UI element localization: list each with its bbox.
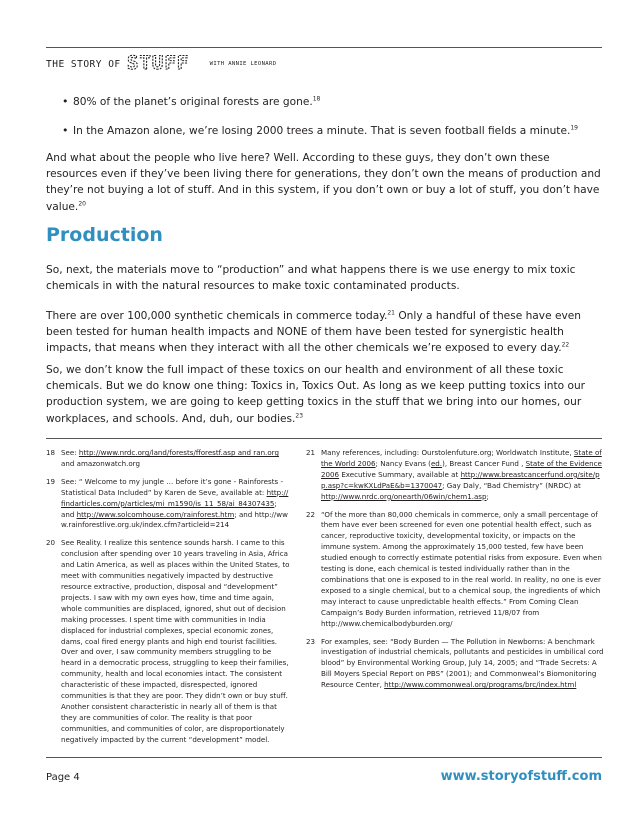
- top-rule: [46, 47, 602, 48]
- footnote-text: ; and: [61, 498, 277, 519]
- footnote-link[interactable]: http://www.nrdc.org/land/forests/fforestf.asp and ran.org: [78, 448, 279, 457]
- footnote-title: State of the Evidence 2006: [321, 458, 602, 479]
- paragraph-text: So, we don’t know the full impact of these toxics on our health and environment of all these toxic chemicals. But we do know one thing: Toxics in, Toxics Out. As long as we keep putting toxics into our production system, we are going to keep getting toxics in the stuff that we bring into our homes, our workplaces, and schools. And, duh, our bodies.: [46, 364, 586, 425]
- footnote-19: [46, 477, 290, 532]
- footnote-number: 21: [306, 448, 316, 457]
- list-item: [62, 123, 578, 139]
- footnote-ref: 20: [78, 200, 86, 208]
- header-prefix: THE STORY OF: [46, 58, 121, 70]
- footnote-21: [306, 448, 604, 503]
- footnote-text: ; Gay Daly, “Bad Chemistry” (NRDC) at: [442, 480, 581, 490]
- footnote-text: ; Nancy Evans (: [375, 458, 431, 468]
- footnote-link[interactable]: http://findarticles.com/p/articles/mi_m1590/is_11_58/ai_84307435: [61, 487, 289, 508]
- stuff-logo: [126, 51, 204, 77]
- footnote-text: and amazonwatch.org: [61, 458, 140, 468]
- footnote-number: 18: [46, 448, 56, 457]
- footnote-ref: 23: [295, 412, 304, 420]
- paragraph-text: There are over 100,000 synthetic chemicals in commerce today.: [46, 310, 388, 322]
- section-heading: Production: [46, 224, 163, 246]
- footnote-number: 23: [306, 636, 316, 646]
- footnotes-rule: [46, 438, 602, 439]
- footnote-text: See:: [61, 448, 79, 457]
- paragraph-production-3: [46, 362, 604, 427]
- footnote-text: Executive Summary, available at: [339, 469, 461, 479]
- footnotes-right-column: [306, 448, 604, 698]
- paragraph-people: [46, 150, 604, 215]
- paragraph-text: Only a handful of these have even been tested for human health impacts and NONE of them have been tested for synergistic health impacts, that means when they interact with all the other chemicals we’re exposed to every day.: [46, 310, 581, 355]
- footnote-link[interactable]: http://www.commonweal.org/programs/brc/index.html: [384, 680, 577, 690]
- paragraph-text: And what about the people who live here? Well. According to these guys, they don’t own these resources even if they’ve been living there for generations, they don’t own the means of production and they’re not buying a lot of stuff. And in this system, if you don’t own or buy a lot of stuff, you don’t have value.: [46, 152, 601, 213]
- stuff-logo-graphic: [126, 51, 204, 73]
- stuff-logo-lettering: STUFF: [126, 52, 189, 73]
- bullet-text: 80% of the planet’s original forests are gone.: [73, 96, 313, 108]
- bottom-rule: [46, 757, 602, 758]
- footnote-ref: 18: [312, 95, 321, 103]
- footnote-number: 20: [46, 538, 56, 548]
- site-link[interactable]: www.storyofstuff.com: [440, 769, 602, 784]
- footnote-text: ), Breast Cancer Fund ,: [442, 458, 526, 468]
- footnote-text: Many references, including: Ourstolenfuture.org; Worldwatch Institute,: [321, 448, 574, 457]
- page-number: Page 4: [46, 772, 80, 783]
- footnote-20: [46, 538, 290, 745]
- footnote-title: State of the World 2006: [321, 448, 602, 468]
- paragraph-production-1: So, next, the materials move to “production” and what happens there is we use energy to mix toxic chemicals in with the natural resources to make toxic contaminated products.: [46, 264, 576, 293]
- footnote-number: 22: [306, 509, 316, 519]
- footnote-number: 19: [46, 476, 56, 486]
- footnote-title: ed.: [430, 458, 443, 468]
- footnote-link[interactable]: http://www.nrdc.org/onearth/06win/chem1.asp: [321, 491, 487, 501]
- footnote-link[interactable]: http://www.solcomhouse.com/rainforest.htm: [76, 509, 235, 519]
- footnote-text: ;: [486, 491, 489, 501]
- footnote-text: ; and http://www.rainforestlive.org.uk/index.cfm?articleid=214: [61, 509, 288, 530]
- footnote-23: [306, 637, 604, 692]
- list-item: [62, 94, 320, 110]
- page-header: [46, 52, 276, 76]
- footnote-ref: 22: [561, 341, 570, 349]
- footnote-text: See Reality. I realize this sentence sounds harsh. I came to this conclusion after spending over 10 years traveling in Asia, Africa and Latin America, as well as places within the United States, to meet with communities negatively impacted by destructive resource extractive, production, disposal and “development” projects. I saw with my own eyes how, time and time again, whole communities are displaced, ignored, shut out of decision making processes. I spent time with communities in India displaced for industrial complexes, special economic zones, dams, coal fired energy plants and high end tourist facilities. Over and over, I saw community members struggling to be heard in a democratic process, struggling to keep their families, community, health and local economies intact. The consistent characteristic of these impacted, disrespected, ignored communities is that they are poor. They didn’t own or buy stuff. Another consistent characteristic in nearly all of them is that they are communities of color. The reality is that poor communities, and communities of color, are disproportionately negatively impacted by the current “development” model.: [61, 538, 290, 744]
- footnote-text: “Of the more than 80,000 chemicals in commerce, only a small percentage of them have ever been screened for even one potential health effect, such as cancer, reproductive toxicity, developmental toxicity, or impacts on the immune system. Among the approximately 15,000 tested, few have been studied enough to correctly estimate potential risks from exposure. Even when testing is done, each chemical is tested individually rather than in the combinations that one is exposed to in the real world. In reality, no one is ever exposed to a single chemical, but to a chemical soup, the ingredients of which may interact to cause unpredictable health effects.” From Coming Clean Campaign’s Body Burden information, retrieved 11/8/07 from http://www.chemicalbodyburden.org/: [321, 509, 602, 628]
- footnote-18: [46, 448, 290, 470]
- paragraph-production-2: [46, 308, 604, 357]
- footnote-22: [306, 510, 604, 630]
- footnote-text: See: “ Welcome to my jungle … before it’s gone - Rainforests - Statistical Data Included” by Karen de Seve, available at:: [61, 476, 284, 497]
- footnotes-left-column: [46, 448, 290, 753]
- footnote-link[interactable]: http://www.breastcancerfund.org/site/pp.asp?c=kwKXLdPaE&b=1370047: [321, 469, 600, 490]
- bullet-text: In the Amazon alone, we’re losing 2000 trees a minute. That is seven football fields a minute.: [73, 125, 571, 137]
- footnote-ref: 21: [387, 309, 395, 317]
- header-suffix: WITH ANNIE LEONARD: [209, 61, 277, 67]
- footnote-ref: 19: [570, 124, 578, 132]
- footnote-text: For examples, see: “Body Burden — The Pollution in Newborns: A benchmark investigation of industrial chemicals, pollutants and pesticides in umbilical cord blood” by Environmental Working Group, July 14, 2005; and “Trade Secrets: A Bill Moyers Special Report on PBS” (2001); and Commonweal’s Biomonitoring Resource Center,: [321, 636, 604, 690]
